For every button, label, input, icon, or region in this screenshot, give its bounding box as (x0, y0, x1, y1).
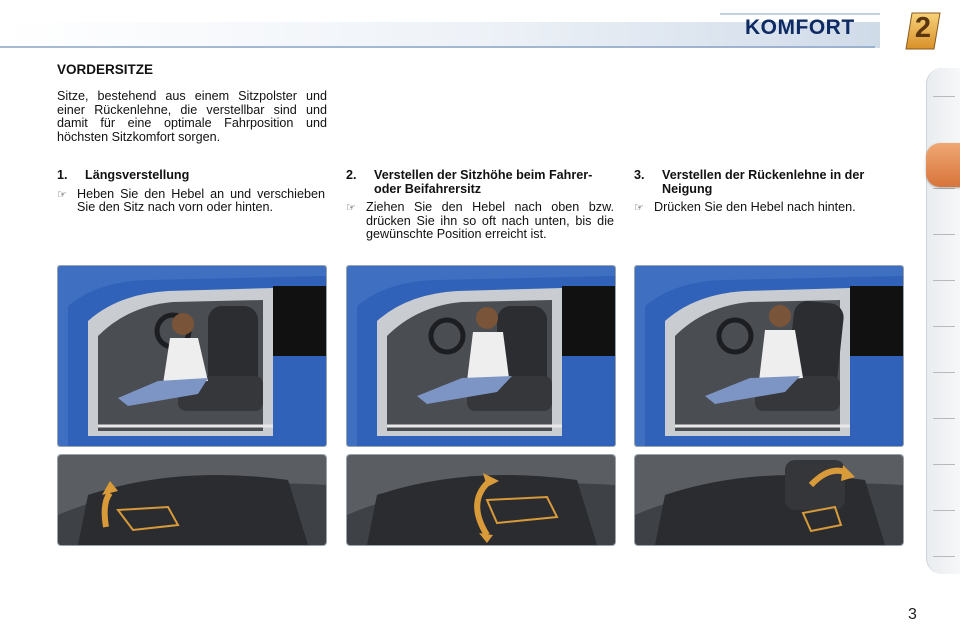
seat-lever-detail-3 (634, 454, 904, 546)
page-number: 3 (908, 606, 917, 623)
pointing-hand-icon: ☞ (346, 202, 356, 214)
step-title: Verstellen der Rückenlehne in der Neigung (662, 168, 865, 196)
seat-lever-detail-1 (57, 454, 327, 546)
step-title: Verstellen der Sitzhöhe beim Fahrer- oder Beifahrersitz (374, 168, 593, 196)
step-text: Drücken Sie den Hebel nach hinten. (654, 200, 856, 214)
instruction-3 (634, 169, 904, 216)
intro-paragraph: Sitze, bestehend aus einem Sitzpolster und einer Rückenlehne, die verstellbar sind und damit für eine optimale Fahrposition und höchsten Sitzkomfort sorgen. (57, 89, 327, 144)
car-seat-photo-3 (634, 265, 904, 447)
chapter-title: KOMFORT (745, 16, 855, 39)
car-seat-photo-1 (57, 265, 327, 447)
step-number: 2. (346, 168, 357, 182)
instruction-2 (346, 169, 614, 242)
car-seat-photo-2 (346, 265, 616, 447)
pointing-hand-icon: ☞ (57, 188, 67, 201)
seat-lever-detail-2 (346, 454, 616, 546)
step-number: 3. (634, 168, 645, 182)
step-title: Längsverstellung (85, 168, 190, 182)
step-number: 1. (57, 168, 68, 182)
instruction-1 (57, 169, 325, 215)
section-title: VORDERSITZE (57, 62, 154, 77)
chapter-number: 2 (914, 12, 932, 44)
step-text: Ziehen Sie den Hebel nach oben bzw. drücken Sie ihn so oft nach unten, bis die gewünschte Position erreicht ist. (366, 200, 614, 241)
step-text: Heben Sie den Hebel an und verschieben Sie den Sitz nach vorn oder hinten. (77, 186, 325, 214)
chapter-tab-active[interactable] (926, 143, 960, 187)
pointing-hand-icon: ☞ (634, 202, 644, 214)
